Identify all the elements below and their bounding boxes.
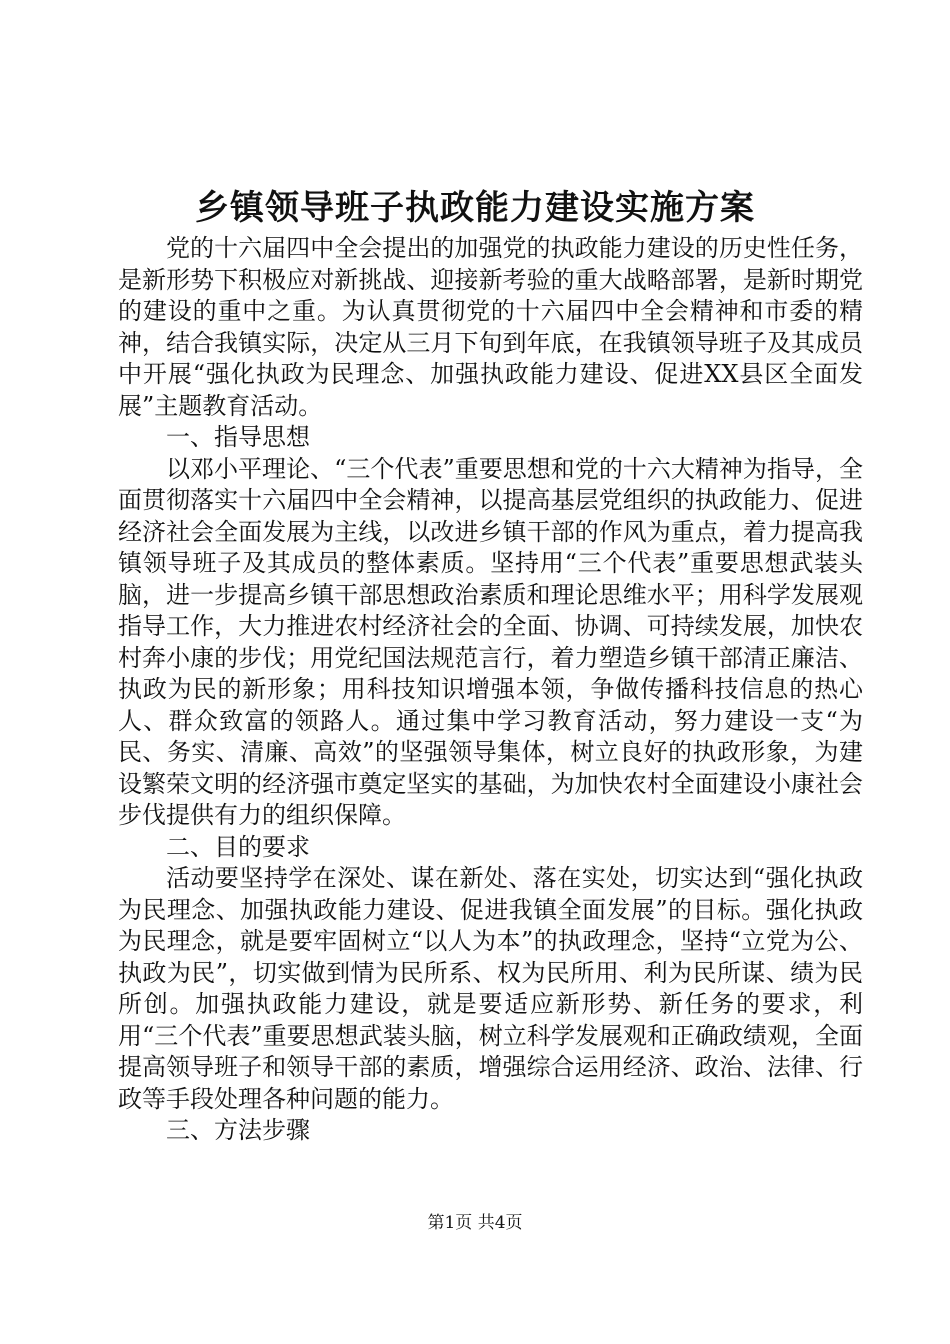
page-number: 第1页 共4页 <box>427 1213 523 1233</box>
document-body <box>118 233 863 1147</box>
section-text-objectives: 活动要坚持学在深处、谋在新处、落在实处，切实达到“强化执政为民理念、加强执政能力建设、促进我镇全面发展”的目标。强化执政为民理念，就是要牢固树立“以人为本”的执政理念，坚持“立党为公、执政为民”，切实做到情为民所系、权为民所用、利为民所谋、绩为民所创。加强执政能力建设，就是要适应新形势、新任务的要求，利用“三个代表”重要思想武装头脑，树立科学发展观和正确政绩观，全面提高领导班子和领导干部的素质，增强综合运用经济、政治、法律、行政等手段处理各种问题的能力。 <box>118 864 863 1113</box>
intro-paragraph: 党的十六届四中全会提出的加强党的执政能力建设的历史性任务，是新形势下积极应对新挑战、迎接新考验的重大战略部署，是新时期党的建设的重中之重。为认真贯彻党的十六届四中全会精神和市委的精神，结合我镇实际，决定从三月下旬到年底，在我镇领导班子及其成员中开展“强化执政为民理念、加强执政能力建设、促进XX县区全面发展”主题教育活动。 <box>118 234 863 420</box>
document-title: 乡镇领导班子执政能力建设实施方案 <box>195 188 755 228</box>
section-heading-methods: 三、方法步骤 <box>166 1116 310 1144</box>
section-heading-objectives: 二、目的要求 <box>166 832 310 861</box>
section-heading-guiding-ideology: 一、指导思想 <box>166 423 310 451</box>
section-text-guiding-ideology: 以邓小平理论、“三个代表”重要思想和党的十六大精神为指导，全面贯彻落实十六届四中全会精神，以提高基层党组织的执政能力、促进经济社会全面发展为主线，以改进乡镇干部的作风为重点，着力提高我镇领导班子及其成员的整体素质。坚持用“三个代表”重要思想武装头脑，进一步提高乡镇干部思想政治素质和理论思维水平；用科学发展观指导工作，大力推进农村经济社会的全面、协调、可持续发展，加快农村奔小康的步伐；用党纪国法规范言行，着力塑造乡镇干部清正廉洁、执政为民的新形象；用科技知识增强本领，争做传播科技信息的热心人、群众致富的领路人。通过集中学习教育活动，努力建设一支“为民、务实、清廉、高效”的坚强领导集体，树立良好的执政形象，为建设繁荣文明的经济强市奠定坚实的基础，为加快农村全面建设小康社会步伐提供有力的组织保障。 <box>118 454 863 829</box>
